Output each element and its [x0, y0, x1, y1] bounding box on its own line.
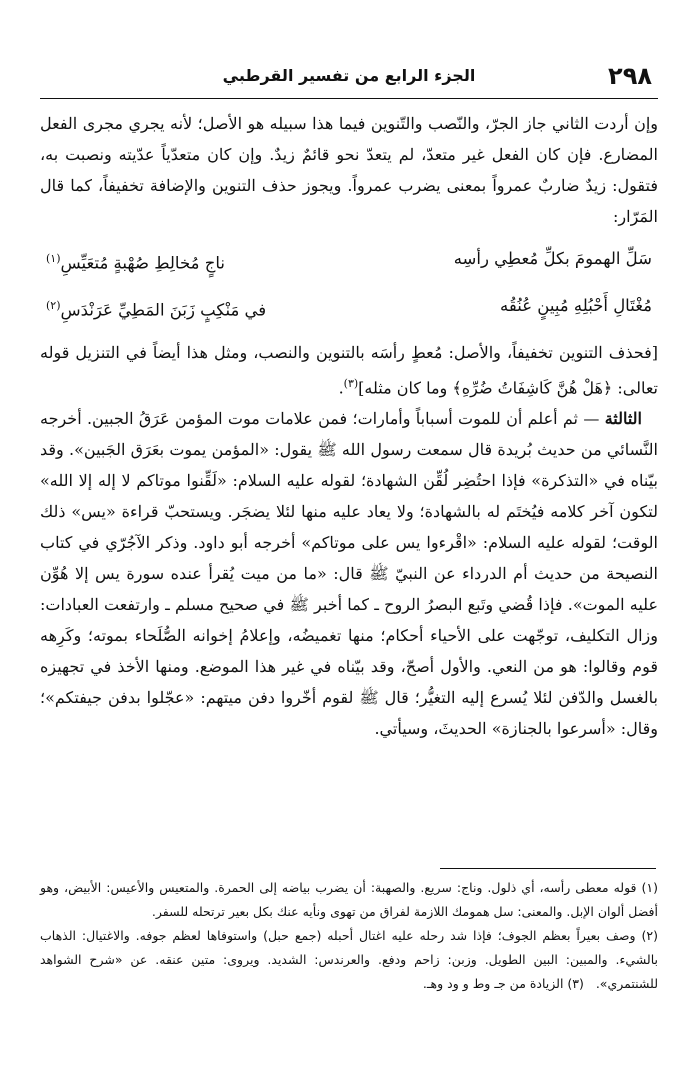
- footnote-marker: (٣): [343, 377, 359, 390]
- verse-line: [40, 238, 658, 285]
- verse-line: [40, 285, 658, 332]
- verse-second-hemistich: [46, 285, 266, 332]
- footnote-marker: (٢): [46, 298, 61, 312]
- verse-second-hemistich: [46, 238, 225, 285]
- verse-first-hemistich: سَلِّ الهمومَ بكلِّ مُعطِي رأسِه: [453, 249, 652, 268]
- paragraph: [فحذف التنوين تخفيفاً، والأصل: مُعطٍ رأسَه بالتنوين والنصب، ومثل هذا أيضاً في التنزيل قوله تعالى: ﴿هَلْ هُنَّ كَاشِفَاتُ ضُرِّهِ﴾ وما كان مثله]$^{(٣)}$.: [40, 343, 658, 398]
- footnote-text: (٢) وصف بعيراً بعظم الجوف؛ فإذا شد رحله عليه اغتال أحبله (جمع حبل) واستوفاها لعظم جوفه. والاغتيال: الذهاب بالشيء. والمبين: البين الطويل. وزبن: زاحم ودفع. والعرندس: الشديد. ويروى: متين عنقه. عن «شرح الشواهد للشنتمري».: [40, 928, 658, 991]
- verse-second-hemistich-text: في مَنْكِبٍ زَبَنَ المَطِيِّ عَرَنْدَسِ: [60, 300, 267, 319]
- section-heading: الثالثة: [604, 409, 642, 429]
- paragraph-text: — ثم أعلم أن للموت أسباباً وأمارات؛ فمن علامات موت المؤمن عَرَقُ الجبين. أخرجه النَّسائي من حديث بُريدة قال سمعت رسول الله ﷺ يقول: «المؤمن يموت بعَرَق الجَبين». وقد بيّناه في «التذكرة» فإذا احتُضِر لُقِّن الشهادة؛ لقوله عليه السلام: «لَقِّنوا موتاكم لا إله إلا الله» لتكون آخر كلامه فيُختَم له بالشهادة؛ ولا يعاد عليه منها لئلا يضجَر. ويستحبّ قراءة «يس» ذلك الوقت؛ لقوله عليه السلام: «اقْرءوا يس على موتاكم» أخرجه أبو داود. وذكر الآجُرّي في كتاب النصيحة من حديث أم الدرداء عن النبيّ ﷺ قال: «ما من ميت يُقرأ عنده سورة يس إلا هُوِّن عليه الموت». فإذا قُضي وتَبع البصرُ الروح ـ كما أخبر ﷺ في صحيح مسلم ـ وارتفعت العبادات: وزال التكليف، توجّهت على الأحياء أحكام؛ منها تغميضُه، وإعلامُ إخوانه الصُّلَحاء بموته؛ وكَرِهه قوم وقالوا: هو من النعي. والأول أصحّ، وقد بيّناه في غير هذا الموضع. ومنها الأخذ في تجهيزه بالغسل والدّفن لئلا يُسرع إليه التغيُّر؛ قال ﷺ لقوم أخّروا دفن ميتهم: «عجّلوا بدفن جيفتكم»؛ وقال: «أسرعوا بالجنازة» الحديثَ، وسيأتي.: [40, 409, 659, 739]
- footnote: [40, 924, 658, 996]
- paragraph: وإن أردت الثاني جاز الجرّ، والنّصب والتّنوين فيما هذا سبيله هو الأصل؛ لأنه يجري مجرى الفعل المضارع. فإن كان الفعل غير متعدّ، لم يتعدّ نحو قائمٌ زيدٌ. وإن كان متعدّياً عدّيته ونصبت به، فتقول: زيدٌ ضاربٌ عمرواً بمعنى يضرب عمرواً. ويجوز حذف التنوين والإضافة تخفيفاً، كما قال المَرّار:: [40, 114, 658, 226]
- main-text: [40, 108, 658, 744]
- footnote-divider: [440, 868, 656, 869]
- running-title: الجزء الرابع من تفسير القرطبي: [222, 66, 476, 85]
- page-number: ٢٩٨: [608, 62, 652, 90]
- footnotes: [40, 876, 658, 996]
- verse-first-hemistich: مُغْتَالِ أَحْبُلِهِ مُبِينٍ عُنُقُه: [500, 295, 652, 315]
- footnote: (١) قوله معطى رأسه، أي ذلول. وناج: سريع. والصهبة: أن يضرب بياضه إلى الحمرة. والمتعيس والأعيس: الأبيض، وهو أفضل ألوان الإبل. والمعنى: سل همومك اللازمة لفراق من تهوى ونأيه عنك بكل بعير ترتحله للسفر.: [40, 880, 658, 919]
- footnote-marker: (١): [46, 252, 61, 265]
- verse-second-hemistich-text: ناجٍ مُخالِطِ صُهْبةٍ مُتعَيِّسِ: [60, 253, 225, 273]
- footnote-text: (٣) الزيادة من جـ وط و ود وهـ.: [422, 976, 584, 991]
- page-header: [40, 60, 658, 99]
- paragraph: [40, 403, 658, 744]
- poetry-verses: [40, 238, 658, 331]
- paragraph-text: [فحذف التنوين تخفيفاً، والأصل: مُعطٍ رأسَه بالتنوين والنصب، ومثل هذا أيضاً في التنزيل قوله تعالى: ﴿هَلْ هُنَّ كَاشِفَاتُ ضُرِّهِ﴾ وما كان مثله]: [40, 343, 658, 398]
